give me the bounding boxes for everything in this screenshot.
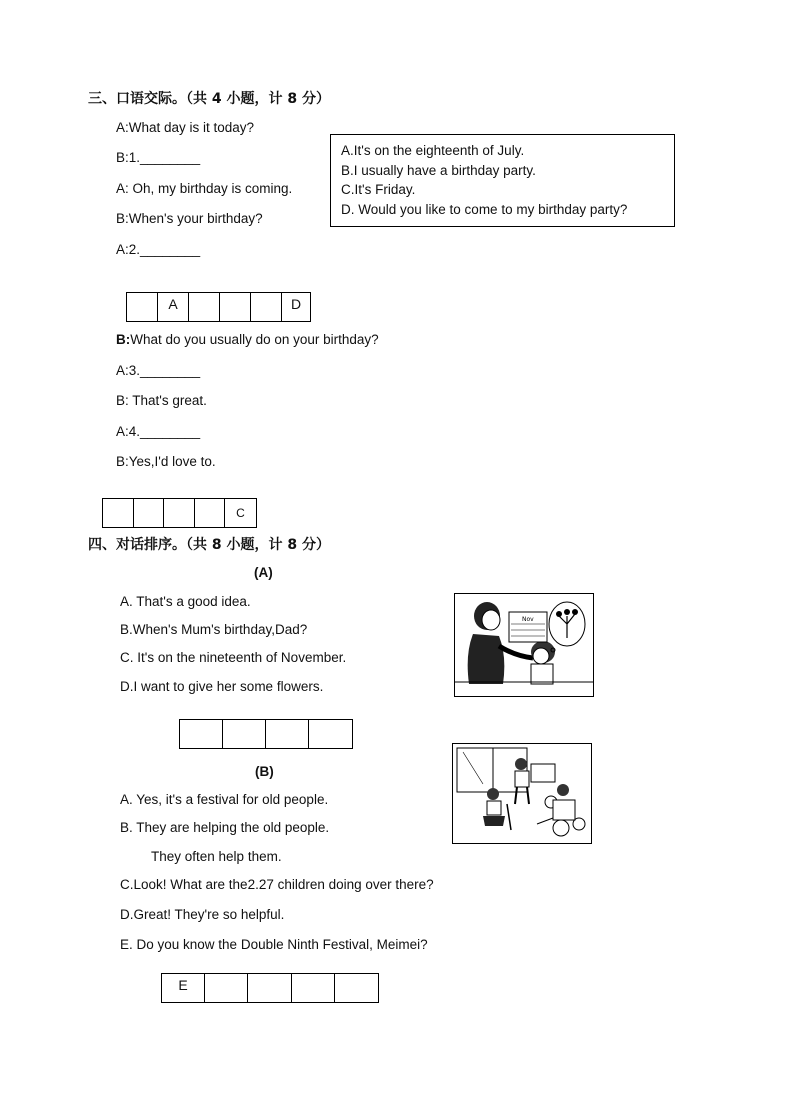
answer-box[interactable] — [335, 974, 378, 1002]
option-b: B.I usually have a birthday party. — [341, 162, 536, 178]
answer-box[interactable] — [180, 720, 223, 748]
dialog-line — [116, 332, 379, 347]
dialog-line: A:3.________ — [116, 363, 201, 378]
dialog-text: What do you usually do on your birthday? — [130, 332, 379, 347]
answer-box[interactable] — [248, 974, 292, 1002]
answer-box[interactable] — [205, 974, 248, 1002]
dialog-line: E. Do you know the Double Ninth Festival, Meimei? — [120, 937, 428, 952]
dialog-line: C. It's on the nineteenth of November. — [120, 650, 347, 665]
dialog-line: B:Yes,I'd love to. — [116, 454, 216, 469]
dialog-line: A:4.________ — [116, 424, 201, 439]
birthday-illustration — [454, 593, 594, 697]
dialog-line: B. They are helping the old people. — [120, 820, 330, 835]
answer-boxes-2 — [102, 498, 257, 528]
answer-box[interactable] — [309, 720, 352, 748]
dialog-line: B:1.________ — [116, 150, 201, 165]
answer-box[interactable]: C — [236, 506, 245, 520]
section4-heading: 四、对话排序。（共 8 小题，计 8 分） — [88, 537, 330, 553]
children-drawing — [453, 744, 591, 843]
dialog-line: B.When's Mum's birthday,Dad? — [120, 622, 308, 637]
section3-heading: 三、口语交际。（共 4 小题，计 8 分） — [88, 91, 330, 107]
options-box — [330, 134, 675, 227]
dialog-line: C.Look! What are the2.27 children doing over there? — [120, 877, 434, 892]
dialog-line: A: Oh, my birthday is coming. — [116, 181, 293, 196]
option-a: A.It's on the eighteenth of July. — [341, 143, 525, 158]
answer-box[interactable] — [223, 720, 266, 748]
dialog-line: They often help them. — [151, 849, 282, 864]
calendar-month: Nov — [522, 616, 534, 623]
answer-box[interactable] — [164, 499, 195, 527]
answer-box[interactable] — [220, 293, 251, 321]
dialog-line: A:2.________ — [116, 242, 201, 257]
dialog-line: A. Yes, it's a festival for old people. — [120, 792, 329, 807]
helping-illustration — [452, 743, 592, 844]
dialog-line: A:What day is it today? — [116, 120, 255, 135]
answer-boxes-b — [161, 973, 379, 1003]
option-d: D. Would you like to come to my birthday party? — [341, 201, 628, 217]
answer-box[interactable]: A — [158, 293, 189, 321]
dialog-line: A. That's a good idea. — [120, 594, 251, 609]
answer-boxes-a — [179, 719, 353, 749]
answer-box[interactable] — [266, 720, 309, 748]
answer-box[interactable] — [189, 293, 220, 321]
answer-box[interactable]: D — [290, 296, 302, 312]
option-c: C.It's Friday. — [341, 182, 416, 197]
part-a-label: (A) — [254, 565, 273, 580]
dialog-line: B: That's great. — [116, 393, 207, 408]
answer-box[interactable] — [251, 293, 282, 321]
family-drawing — [455, 594, 593, 696]
answer-boxes-1 — [126, 292, 311, 322]
answer-box[interactable] — [134, 499, 164, 527]
part-b-label: (B) — [255, 764, 274, 779]
answer-box[interactable] — [195, 499, 225, 527]
dialog-line: D.I want to give her some flowers. — [120, 679, 324, 694]
dialog-line: B:When's your birthday? — [116, 211, 263, 226]
answer-box[interactable]: E — [162, 974, 205, 1002]
answer-box[interactable] — [292, 974, 335, 1002]
speaker-label: B: — [116, 332, 131, 347]
answer-box[interactable] — [127, 293, 158, 321]
dialog-line: D.Great! They're so helpful. — [120, 907, 285, 922]
answer-box[interactable] — [103, 499, 134, 527]
